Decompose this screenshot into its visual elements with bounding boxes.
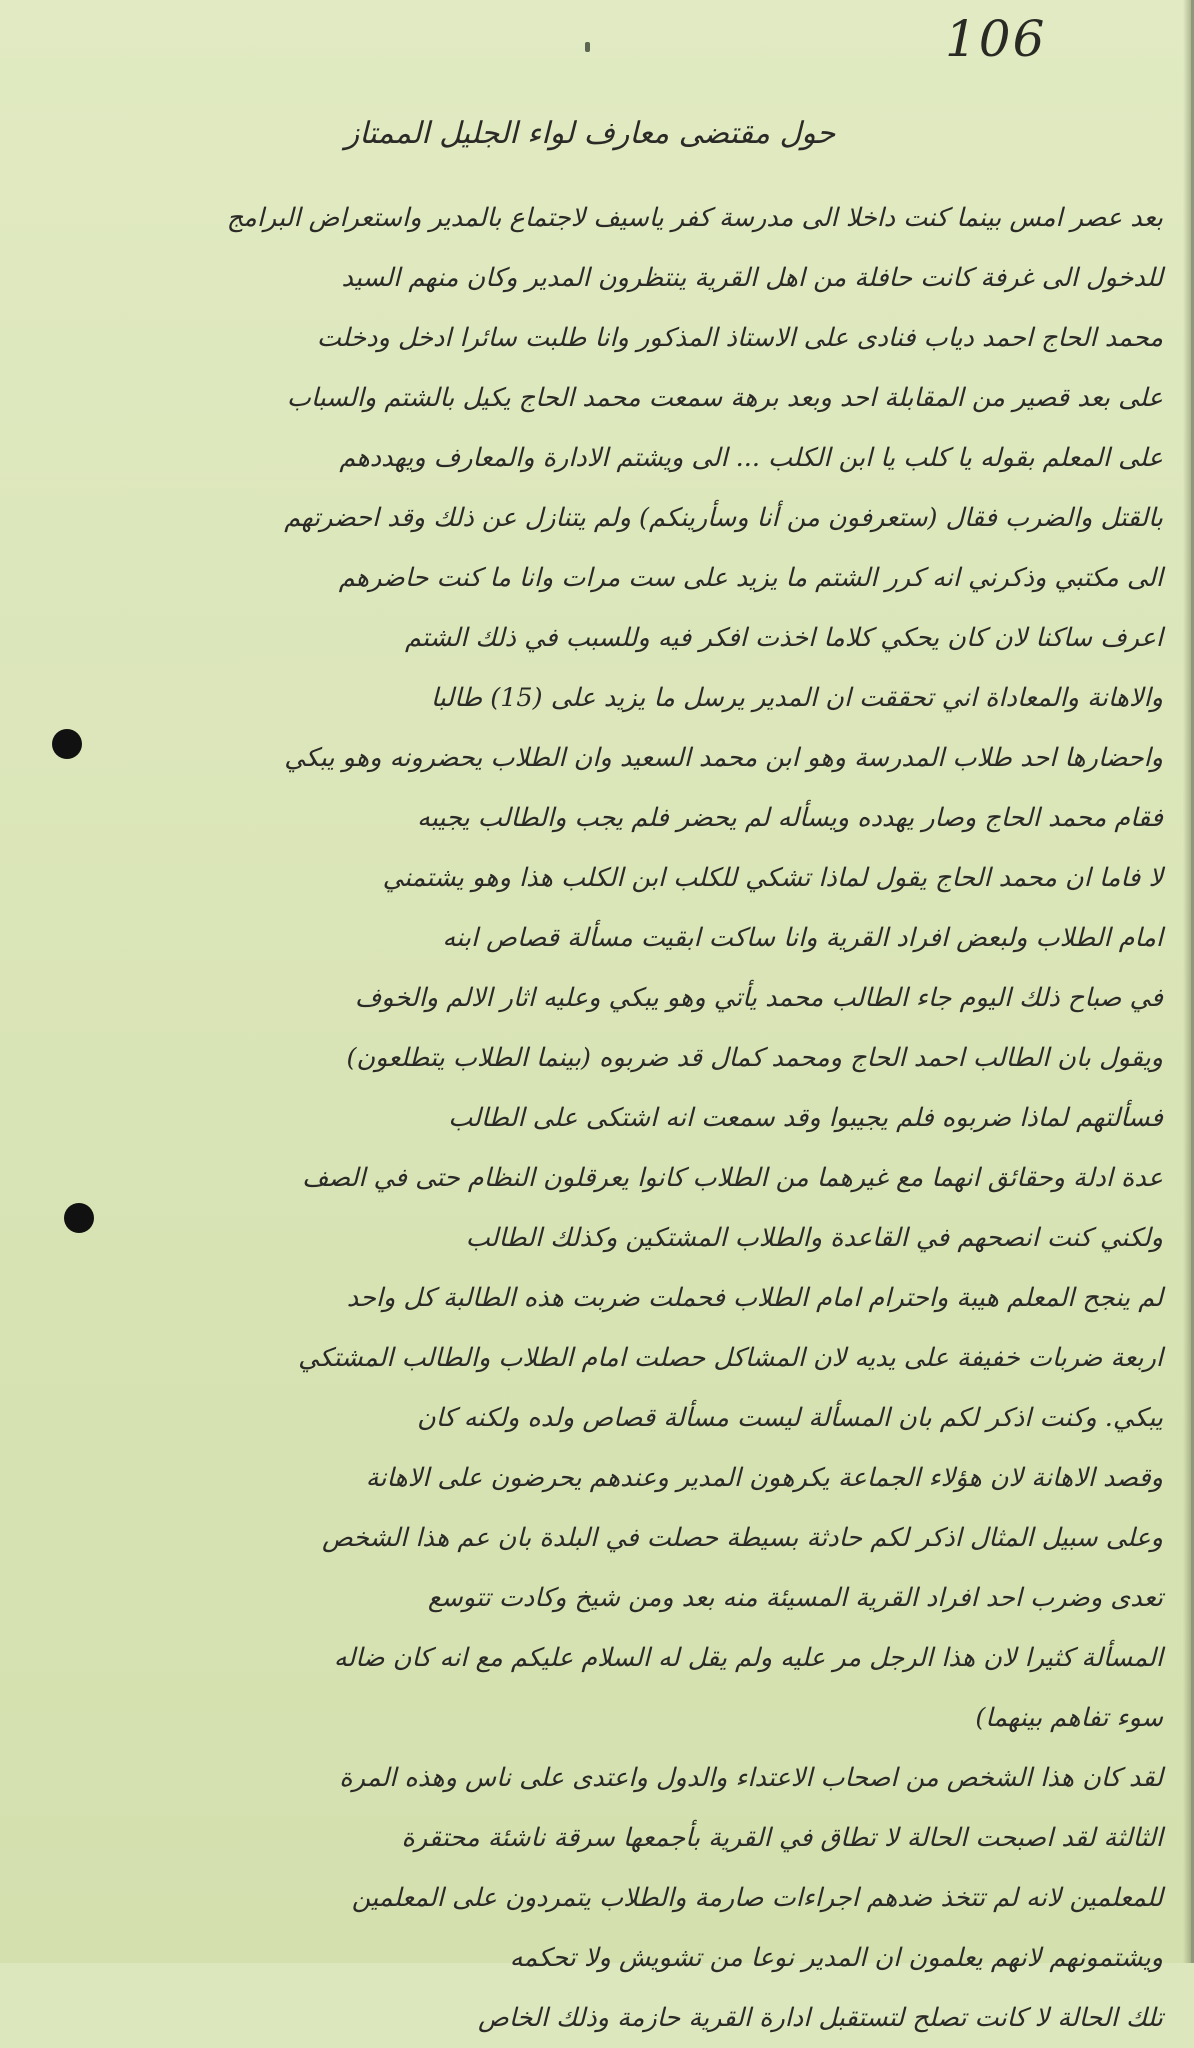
handwritten-line: في صباح ذلك اليوم جاء الطالب محمد يأتي وهو يبكي وعليه اثار الالم والخوف — [354, 983, 1163, 1013]
handwritten-line: وقصد الاهانة لان هؤلاء الجماعة يكرهون المدير وعندهم يحرضون على الاهانة — [365, 1463, 1163, 1493]
handwritten-line: يبكي. وكنت اذكر لكم بان المسألة ليست مسألة قصاص ولده ولكنه كان — [417, 1403, 1163, 1433]
handwritten-line: بعد عصر امس بينما كنت داخلا الى مدرسة كفر ياسيف لاجتماع بالمدير واستعراض البرامج — [226, 203, 1163, 233]
handwritten-line: المسألة كثيرا لان هذا الرجل مر عليه ولم يقل له السلام عليكم مع انه كان ضاله — [333, 1643, 1163, 1673]
handwritten-line: لم ينجح المعلم هيبة واحترام امام الطلاب فحملت ضربت هذه الطالبة كل واحد — [346, 1283, 1163, 1313]
handwritten-line: على بعد قصير من المقابلة احد وبعد برهة سمعت محمد الحاج يكيل بالشتم والسباب — [286, 383, 1163, 413]
handwritten-line: ويقول بان الطالب احمد الحاج ومحمد كمال قد ضربوه (بينما الطلاب يتطلعون) — [346, 1043, 1163, 1073]
handwritten-line: اعرف ساكنا لان كان يحكي كلاما اخذت افكر فيه وللسبب في ذلك الشتم — [405, 623, 1163, 653]
paper-edge — [1183, 0, 1191, 1963]
handwritten-line: والاهانة والمعاداة اني تحققت ان المدير يرسل ما يزيد على (15) طالبا — [430, 683, 1163, 713]
binding-mark — [585, 42, 590, 52]
handwritten-line: الثالثة لقد اصبحت الحالة لا تطاق في القرية بأجمعها سرقة ناشئة محتقرة — [401, 1823, 1163, 1853]
handwritten-line: للدخول الى غرفة كانت حافلة من اهل القرية ينتظرون المدير وكان منهم السيد — [341, 263, 1163, 293]
handwritten-line: اربعة ضربات خفيفة على يديه لان المشاكل حصلت امام الطلاب والطالب المشتكي — [298, 1343, 1163, 1373]
handwritten-line: للمعلمين لانه لم تتخذ ضدهم اجراءات صارمة والطلاب يتمردون على المعلمين — [351, 1883, 1163, 1913]
handwritten-line: وعلى سبيل المثال اذكر لكم حادثة بسيطة حصلت في البلدة بان عم هذا الشخص — [321, 1523, 1163, 1553]
handwritten-line: عدة ادلة وحقائق انهما مع غيرهما من الطلاب كانوا يعرقلون النظام حتى في الصف — [302, 1163, 1163, 1193]
handwritten-line: على المعلم بقوله يا كلب يا ابن الكلب ... الى ويشتم الادارة والمعارف ويهددهم — [339, 443, 1163, 473]
handwritten-line: لا فاما ان محمد الحاج يقول لماذا تشكي للكلب ابن الكلب هذا وهو يشتمني — [382, 863, 1163, 893]
handwritten-line: الى مكتبي وذكرني انه كرر الشتم ما يزيد على ست مرات وانا ما كنت حاضرهم — [338, 563, 1163, 593]
punch-hole-bottom — [64, 1203, 94, 1233]
handwritten-line: بالقتل والضرب فقال (ستعرفون من أنا وسأرينكم) ولم يتنازل عن ذلك وقد احضرتهم — [284, 503, 1163, 533]
handwritten-line: فقام محمد الحاج وصار يهدده ويسأله لم يحضر فلم يجب والطالب يجيبه — [417, 803, 1163, 833]
handwritten-line: ولكني كنت انصحهم في القاعدة والطلاب المشتكين وكذلك الطالب — [465, 1223, 1163, 1253]
handwritten-line: فسألتهم لماذا ضربوه فلم يجيبوا وقد سمعت انه اشتكى على الطالب — [448, 1103, 1163, 1133]
letter-body — [28, 188, 1163, 2048]
handwritten-line: تلك الحالة لا كانت تصلح لتستقبل ادارة القرية حازمة وذلك الخاص — [478, 2003, 1163, 2033]
letter-heading: حول مقتضى معارف لواء الجليل الممتاز — [344, 116, 836, 151]
handwritten-line: سوء تفاهم بينهما) — [975, 1703, 1163, 1733]
handwritten-line: تعدى وضرب احد افراد القرية المسيئة منه بعد ومن شيخ وكادت تتوسع — [427, 1583, 1163, 1613]
handwritten-line: ويشتمونهم لانهم يعلمون ان المدير نوعا من تشويش ولا تحكمه — [509, 1943, 1163, 1973]
handwritten-line: لقد كان هذا الشخص من اصحاب الاعتداء والدول واعتدى على ناس وهذه المرة — [339, 1763, 1163, 1793]
punch-hole-top — [52, 729, 82, 759]
handwritten-line: واحضارها احد طلاب المدرسة وهو ابن محمد السعيد وان الطلاب يحضرونه وهو يبكي — [284, 743, 1163, 773]
page-number: 106 — [945, 10, 1047, 68]
handwritten-line: امام الطلاب ولبعض افراد القرية وانا ساكت ابقيت مسألة قصاص ابنه — [442, 923, 1163, 953]
handwritten-line: محمد الحاج احمد دياب فنادى على الاستاذ المذكور وانا طلبت سائرا ادخل ودخلت — [316, 323, 1163, 353]
